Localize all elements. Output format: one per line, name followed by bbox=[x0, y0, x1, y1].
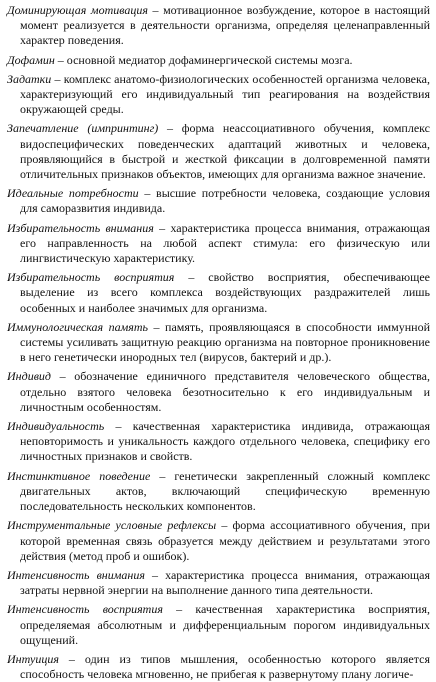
term: Интуиция bbox=[7, 651, 59, 666]
definition: – характеристика процесса внимания, отражающая его направленность на любой аспект стимула: его физическую или лингвистическую характеристику. bbox=[20, 220, 431, 266]
term: Запечатление (импринтинг) bbox=[7, 121, 159, 136]
entry-intuition bbox=[7, 652, 430, 682]
term: Индивид bbox=[7, 369, 51, 384]
entry-perception-intensity bbox=[7, 602, 430, 648]
definition: – обозначение единичного представителя человеческого общества, отдельно взятого человека безотносительно к его индивидуальным и личностным особенностям. bbox=[20, 369, 430, 414]
entry-imprinting bbox=[7, 121, 430, 182]
entry-individuality bbox=[7, 419, 430, 465]
term: Инструментальные условные рефлексы bbox=[7, 518, 217, 533]
definition: – форма неассоциативного обучения, комплекс видоспецифических поведенческих адаптаций животных и человека, проявляющийся в быстрой и жесткой фиксации в долговременной памяти отличительных признаков объектов, имеющих для организма важное значение. bbox=[20, 121, 431, 182]
definition: – форма ассоциативного обучения, при которой временная связь образуется между действием и результатами этого действия (метод проб и ошибок). bbox=[20, 518, 430, 563]
term: Иммунологическая память bbox=[7, 319, 149, 334]
term: Избирательность внимания bbox=[7, 220, 154, 235]
definition: – комплекс анатомо-физиологических особенностей организма человека, характеризующий его индивидуальный тип реагирования на воздействия окружающей среды. bbox=[20, 71, 430, 117]
definition: – память, проявляющаяся в способности иммунной системы усиливать защитную реакцию организма на повторное проникновение в него генетически инородных тел (вирусов, бактерий и др.). bbox=[20, 319, 431, 365]
entry-immunological-memory bbox=[7, 320, 430, 366]
definition: – высшие потребности человека, создающие условия для саморазвития индивида. bbox=[20, 186, 430, 216]
term: Дофамин bbox=[7, 52, 55, 67]
entry-attention-intensity bbox=[7, 568, 430, 598]
definition: – свойство восприятия, обеспечивающее выделение из всего комплекса воздействующих раздражителей лишь особенных и наиболее значимых для организма. bbox=[20, 270, 430, 315]
term: Интенсивность внимания bbox=[7, 567, 145, 582]
entry-instrumental-reflexes bbox=[7, 518, 430, 564]
term: Индивидуальность bbox=[7, 419, 105, 434]
definition: – мотивационное возбуждение, которое в настоящий момент реализуется в деятельности организма, определяя целенаправленный характер поведения. bbox=[20, 3, 430, 48]
entry-dopamine bbox=[7, 53, 430, 68]
definition: – качественная характеристика восприятия, определяемая абсолютным и дифференциальным порогом индивидуальных ощущений. bbox=[20, 602, 430, 647]
entry-perception-selectivity bbox=[7, 270, 430, 316]
term: Задатки bbox=[7, 71, 52, 86]
entry-instinctive-behavior bbox=[7, 469, 430, 515]
definition: – качественная характеристика индивида, отражающая неповторимость и уникальность каждого отдельного человека, специфику его личностных признаков и свойств. bbox=[20, 419, 430, 464]
term: Интенсивность восприятия bbox=[7, 602, 163, 617]
entry-inclinations bbox=[7, 72, 430, 118]
definition: – характеристика процесса внимания, отражающая затраты нервной энергии на выполнение данного типа деятельности. bbox=[20, 567, 431, 598]
term: Инстинктивное поведение bbox=[7, 468, 151, 483]
term: Идеальные потребности bbox=[7, 186, 139, 201]
definition: – один из типов мышления, особенностью которого является способность человека мгновенно, не прибегая к развернутому плану логиче- bbox=[20, 651, 430, 682]
entry-individual bbox=[7, 369, 430, 415]
term: Избирательность восприятия bbox=[7, 270, 175, 285]
definition: – основной медиатор дофаминергической системы мозга. bbox=[54, 52, 353, 67]
entry-ideal-needs bbox=[7, 186, 430, 216]
term: Доминирующая мотивация bbox=[7, 3, 148, 17]
definition: – генетически закрепленный сложный комплекс двигательных актов, включающий специфическую временную последовательность нескольких компонентов. bbox=[20, 468, 431, 514]
entry-attention-selectivity bbox=[7, 221, 430, 267]
entry-dominant-motivation bbox=[7, 3, 430, 49]
